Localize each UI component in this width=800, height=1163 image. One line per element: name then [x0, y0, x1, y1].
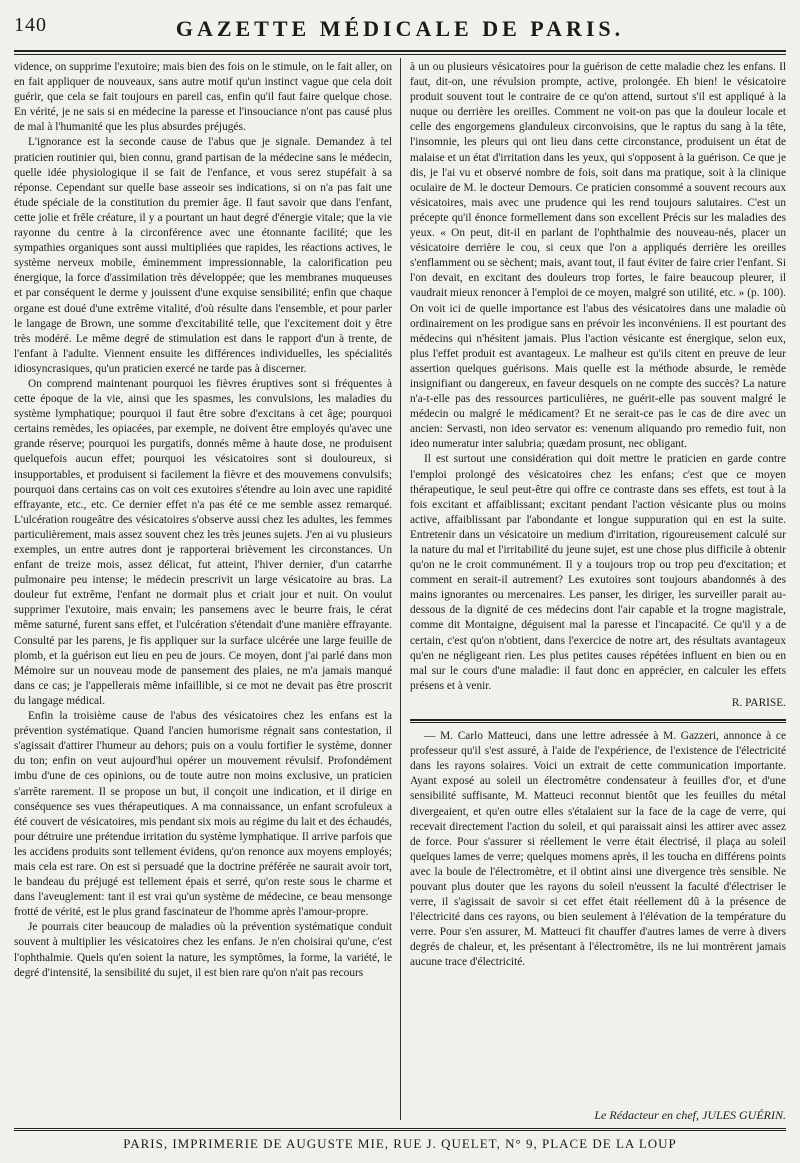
- left-paragraph: Je pourrais citer beaucoup de maladies où la prévention systématique conduit souvent à multiplier les vésicatoires chez les enfans. Je n'en choisirai qu'une, c'est l'ophthalmie. Quels qu'en soient la nature, les symptômes, la forme, la variété, le degré d'intensité, la sensibilité du sujet, il est bien rare qu'on n'ait pas recours: [14, 921, 392, 979]
- page-number: 140: [14, 14, 47, 36]
- page-header: [0, 0, 800, 56]
- column-divider: [400, 58, 401, 1120]
- section-rule: [410, 719, 786, 723]
- masthead-title: GAZETTE MÉDICALE DE PARIS.: [175, 16, 625, 41]
- printer-imprint: PARIS, IMPRIMERIE DE AUGUSTE MIE, RUE J. QUELET, N° 9, PLACE DE LA LOUP: [123, 1136, 677, 1151]
- editor-line: Le Rédacteur en chef, JULES GUÉRIN.: [594, 1108, 786, 1122]
- left-paragraph: L'ignorance est la seconde cause de l'abus que je signale. Demandez à tel praticien routinier qui, bien connu, grand partisan de la médecine sans le médecin, quelle idée physiologique il se fait de l'enfance, et vous serez stupéfait à sa réponse. Cependant sur quelle base asseoir ses indications, si on n'a pas fait une étude spéciale de la constitution du premier âge. Il faut savoir que dans l'enfant, cette jolie et frêle créature, il y a pourtant un haut degré d'énergie vitale; que la vie rayonne du centre à la circonférence avec une étonnante facilité; que les sympathies organiques sont aussi multipliées que rapides, les réactions actives, le système nerveux mobile, éminemment impressionnable, la calorification peu énergique, la force d'assimilation très développée; que les membranes muqueuses et par conséquent le derme y jouissent d'une exquise sensibilité; enfin que chaque organe est doué d'une extrême vitalité, d'où résulte dans l'ensemble, et pour parler le langage de Brown, une somme d'excitabilité telle, que l'excitement doit y être très modéré. Le même degré de stimulation est dans le rapport d'un à trente, de l'enfant à l'adulte. Viennent ensuite les différences individuelles, les spécialités idiosyncrasiques, qu'un praticien exercé ne tarde pas à discerner.: [14, 136, 392, 375]
- left-paragraph: vidence, on supprime l'exutoire; mais bien des fois on le stimule, on le fait aller, on en fait appliquer de nouveaux, sans autre motif qu'un instinct vague que cela doit guérir, que cela se fait toujours en pareil cas, enfin qu'il faut faire quelque chose. En vérité, je ne sais si en médecine la paresse et l'insouciance n'ont pas causé plus de mal à l'humanité que les plus absurdes préjugés.: [14, 61, 392, 134]
- footer-rule: [14, 1128, 786, 1131]
- left-paragraph: On comprend maintenant pourquoi les fièvres éruptives sont si fréquentes à cette époque de la vie, ainsi que les spasmes, les convulsions, les maladies du système lymphatique; pourquoi il faut être sobre d'excitans à cet âge; pourquoi certains remèdes, les opiacées, par exemple, ne doivent être employés qu'avec une grande réserve; pourquoi les purgatifs, donnés même à haute dose, ne produisent quelquefois aucun effet; pourquoi les vésicatoires sont si douloureux, si insupportables, et produisent si facilement la fièvre et des mouvemens convulsifs; pourquoi dans certains cas on voit ces exutoires s'étendre au loin avec une rapidité effrayante, etc., etc. Ce dernier effet n'a pas été ce me semble assez remarqué. L'ulcération rougeâtre des vésicatoires s'observe aussi chez les adultes, les femmes particulièrement, mais assez souvent chez les très jeunes sujets. J'en ai vu plusieurs exemples, un entre autres dont je rapporterai brièvement les circonstances. Un enfant de treize mois, assez délicat, fut atteint, l'hiver dernier, d'un catarrhe pulmonaire peu intense; le médecin prescrivit un large vésicatoire au bras. La douleur fut extrême, l'enfant ne dormait plus et criait jour et nuit. On voulut supprimer l'exutoire, mais envain; les pansemens avec le beurre frais, le cérat même saturné, furent sans effet, et l'ulcération s'étendait d'une manière effrayante. Consulté par les parens, je fis appliquer sur la surface ulcérée une large feuille de plomb, et la guérison eut lieu en peu de jours. Ce moyen, dont j'ai parlé dans mon Mémoire sur un nouveau mode de pansement des plaies, ne m'a jamais manqué dans ce cas; je l'appellerais même infaillible, si ce mot ne devait pas être proscrit du langage médical.: [14, 377, 392, 707]
- right-column: [410, 60, 786, 1120]
- right-paragraph: Il est surtout une considération qui doit mettre le praticien en garde contre l'emploi prolongé des vésicatoires chez les enfans; c'est que ce moyen thérapeutique, le seul peut-être qui offre ce contraste dans ses effets, est tout à la fois excitant et affaiblissant; excitant pendant l'action vésicante plus ou moins active, affaiblissant par l'abondante et longue suppuration qui en est la suite. Entretenir dans un vésicatoire un medium d'irritation, rigoureusement calculé sur la nature du mal et l'irritabilité du jeune sujet, est une chose plus difficile à obtenir qu'on ne le croit communément. Il y a toujours trop ou trop peu d'excitation; et comment en serait-il autrement? Les exutoires sont toujours abandonnés à des mains ignorantes ou mercenaires. Les panser, les diriger, les surveiller parait au-dessous de la dignité de ces médecins dont l'air capable et la trogne magistrale, comme dit Montaigne, déguisent mal la paresse et l'incapacité. Ce qu'il y a de certain, c'est qu'on n'obtient, dans l'exercice de notre art, des résultats avantageux qu'en ne négligeant rien. Les plus petites causes répétées influent en bien ou en mal sur le cours d'une maladie: il faut donc en apprécier, en calculer les effets présens et à venir.: [410, 453, 786, 692]
- news-item: — M. Carlo Matteuci, dans une lettre adressée à M. Gazzeri, annonce à ce professeur qu'il s'est assuré, à l'aide de l'expérience, de l'existence de l'électricité dans les rayons solaires. Voici un extrait de cette communication importante. Ayant exposé au soleil un électromètre condensateur à feuilles d'or, et d'une sensibilité suffisante, M. Matteuci reconnut bientôt que les feuilles du métal divergeaient, et qu'en outre elles s'étalaient sur la face de la cage de verre, qui recevait directement l'action du soleil, et qui paraissait ainsi les attirer avec assez de force. Pour s'assurer si réellement le verre était électrisé, il plaça au soleil quelques lames de verre; quelques momens après, il les toucha en différens points avec la boule de l'électromètre, et il obtint ainsi une divergence très sensible. Ne pouvant plus douter que les rayons du soleil n'eussent la faculté d'électriser le verre, il s'agissait de savoir si cet effet était réellement dû à la présence de l'électricité dans ces rayons, ou bien seulement à l'élévation de la température du verre. Pour s'en assurer, M. Matteuci fit chauffer d'autres lames de verre à divers degrés de chaleur, et, les présentant à l'électromètre, ils ne lui montrèrent jamais aucune trace d'électricité.: [410, 730, 786, 969]
- header-rule: [14, 50, 786, 55]
- left-column: [14, 60, 392, 1120]
- left-paragraph: Enfin la troisième cause de l'abus des vésicatoires chez les enfans est la prévention systématique. Quand l'ancien humorisme régnait sans contestation, il s'agissait d'attirer l'humeur au dehors; puis on a voulu fortifier le système, donner du ton; enfin on veut aujourd'hui opérer un mouvement révulsif. Profondément imbu d'une de ces opinions, ou de toute autre non moins exclusive, un praticien s'arrête rarement. Il se propose un but, il conçoit une indication, et il dirige en conséquence ses vues thérapeutiques. A ma connaissance, un enfant scrofuleux a été couvert de vésicatoires, mis pendant six mois au régime du lait et des échaudés, pour détruire une prétendue irritation du système lymphatique. Il arrive parfois que les accidens produits sont tellement évidens, qu'on renonce aux moyens employés; mais cela est rare. On est si persuadé que la doctrine préférée ne saurait avoir tort, le bandeau du préjugé est tellement épais et serré, qu'on reste sous le charme et dans l'aveuglement: tant il est vrai qu'un système de médecine, ce beau mensonge frotté de vérité, est le plus grand fascinateur de l'homme après l'amour-propre.: [14, 710, 392, 919]
- right-paragraph: à un ou plusieurs vésicatoires pour la guérison de cette maladie chez les enfans. Il faut, dit-on, une révulsion prompte, active, prolongée. Eh bien! le vésicatoire produit souvent tout le contraire de ce qu'on attend, surtout s'il est appliqué à la nuque ou derrière les oreilles. Comment ne voit-on pas que la douleur locale et celle des engorgemens glanduleux circonvoisins, que le raptus du sang à la tête, l'insomnie, les pleurs qui ont lieu dans cette circonstance, produisent un état de malaise et un état d'irritation dans les yeux, qui s'opposent à la guérison. Ce que je dis, je l'ai vu et observé nombre de fois, soit dans ma pratique, soit à la clinique oculaire de M. le docteur Demours. Ce praticien consommé a souvent recours aux vésicatoires, mais avec une prudence qui les rend toujours salutaires. C'est un précepte qu'il énonce formellement dans son excellent Précis sur les maladies des yeux. « On peut, dit-il en parlant de l'ophthalmie des nouveau-nés, placer un vésicatoire derrière le cou, si ceux que l'on a appliqués derrière les oreilles s'enflamment ou se sèchent; mais, avant tout, il faut éviter de faire crier l'enfant. Si l'on devait, en excitant des douleurs trop fortes, le faire beaucoup pleurer, il vaudrait mieux renoncer à l'emploi de ce moyen, malgré son utilité, etc. » (p. 100). On voit ici de quelle importance est l'abus des vésicatoires dans une maladie où ordinairement on les prodigue sans en prévoir les inconvéniens. Il est pourtant des médecins qui n'hésitent jamais. Plus l'action vésicante est énergique, selon eux, plus l'effet produit est avantageux. Le malheur est qu'ils citent en preuve de leur assertion quelques guérisons. Mais quelle est la méthode absurde, le remède insignifiant ou dangereux, en faveur desquels on ne compte des succès? La nature n'a-t-elle pas des ressources particulières, ne guérit-elle pas souvent malgré le médecin ou malgré le médicament? Et ne serait-ce pas le cas de dire avec un ancien: Servasti, non ideo servator es: venenum aliquando pro remedio fuit, non ideo numeratur inter salubria; quædam prosunt, nec obligant.: [410, 61, 786, 451]
- author-signature: R. PARISE.: [731, 696, 786, 709]
